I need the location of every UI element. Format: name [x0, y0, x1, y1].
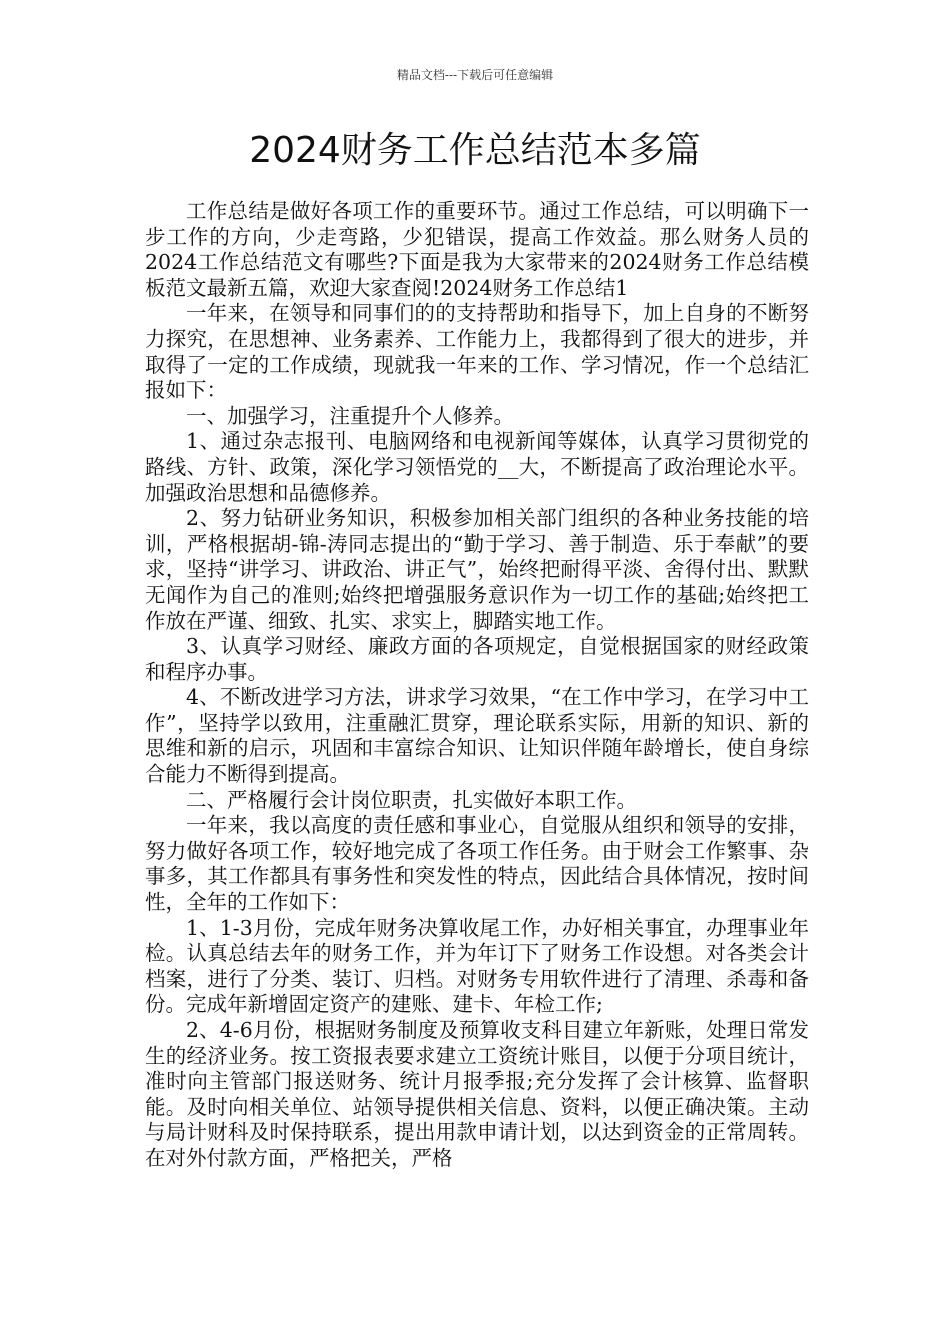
paragraph-intro: 工作总结是做好各项工作的重要环节。通过工作总结，可以明确下一步工作的方向，少走弯路，少犯错误，提高工作效益。那么财务人员的2024工作总结范文有哪些?下面是我为大家带来的2024财务工作总结模板范文最新五篇，欢迎大家查阅!2024财务工作总结1	[145, 199, 809, 300]
paragraph: 一年来，我以高度的责任感和事业心，自觉服从组织和领导的安排，努力做好各项工作，较好地完成了各项工作任务。由于财会工作繁事、杂事多，其工作都具有事务性和突发性的特点，因此结合具体情况，按时间性，全年的工作如下：	[145, 813, 809, 915]
paragraph: 2、4-6月份，根据财务制度及预算收支科目建立年新账，处理日常发生的经济业务。按工资报表要求建立工资统计账目，以便于分项目统计，准时向主管部门报送财务、统计月报季报;充分发挥了会计核算、监督职能。及时向相关单位、站领导提供相关信息、资料，以便正确决策。主动与局计财科及时保持联系，提出用款申请计划，以达到资金的正常周转。在对外付款方面，严格把关，严格	[145, 1018, 809, 1170]
document-body	[145, 199, 809, 1172]
section-heading: 一、加强学习，注重提升个人修养。	[186, 403, 514, 428]
paragraph: 3、认真学习财经、廉政方面的各项规定，自觉根据国家的财经政策和程序办事。	[145, 634, 809, 684]
paragraph: 一年来，在领导和同事们的的支持帮助和指导下，加上自身的不断努力探究，在思想神、业务素养、工作能力上，我都得到了很大的进步，并取得了一定的工作成绩，现就我一年来的工作、学习情况，作一个总结汇报如下：	[145, 301, 809, 403]
document-title: 2024财务工作总结范本多篇	[249, 130, 701, 171]
paragraph: 2、努力钻研业务知识，积极参加相关部门组织的各种业务技能的培训，严格根据胡-锦-涛同志提出的“勤于学习、善于制造、乐于奉献”的要求，坚持“讲学习、讲政治、讲正气”，始终把耐得平淡、舍得付出、默默无闻作为自己的准则;始终把增强服务意识作为一切工作的基础;始终把工作放在严谨、细致、扎实、求实上，脚踏实地工作。	[145, 506, 809, 633]
section-heading: 二、严格履行会计岗位职责，扎实做好本职工作。	[186, 787, 637, 812]
header-note: 精品文档---下载后可任意编辑	[396, 68, 554, 82]
paragraph: 1、1-3月份，完成年财务决算收尾工作，办好相关事宜，办理事业年检。认真总结去年的财务工作，并为年订下了财务工作设想。对各类会计档案，进行了分类、装订、归档。对财务专用软件进行了清理、杀毒和备份。完成年新增固定资产的建账、建卡、年检工作;	[145, 915, 809, 1017]
paragraph: 1、通过杂志报刊、电脑网络和电视新闻等媒体，认真学习贯彻党的路线、方针、政策，深化学习领悟党的__大，不断提高了政治理论水平。加强政治思想和品德修养。	[145, 429, 809, 505]
paragraph: 4、不断改进学习方法，讲求学习效果，“在工作中学习，在学习中工作”，坚持学以致用，注重融汇贯穿，理论联系实际，用新的知识、新的思维和新的启示，巩固和丰富综合知识、让知识伴随年龄增长，使自身综合能力不断得到提高。	[145, 685, 809, 787]
